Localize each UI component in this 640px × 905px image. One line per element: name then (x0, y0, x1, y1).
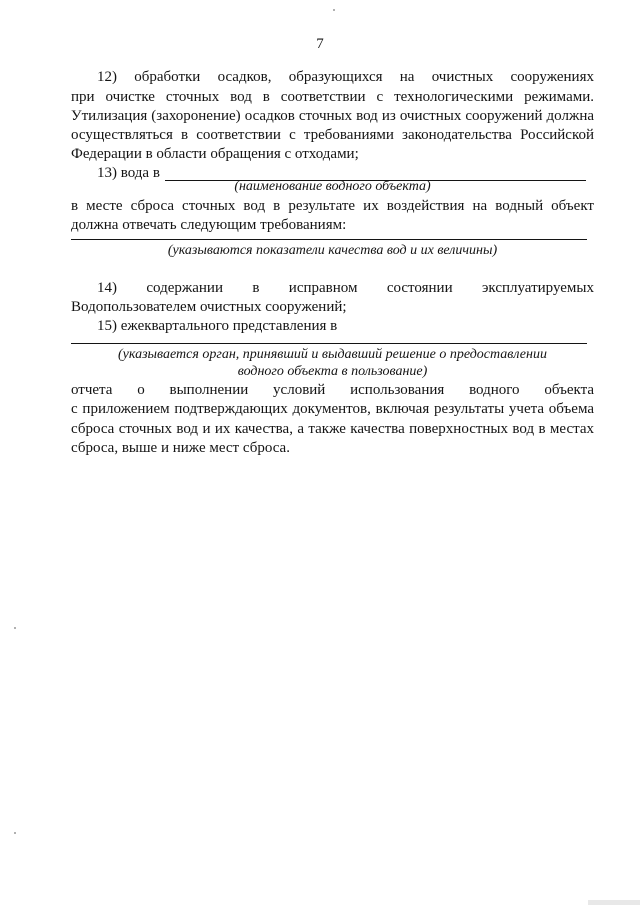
para13-line3: должна отвечать следующим требованиям: (71, 217, 347, 233)
para12-line4: осуществляться в соответствии с требованиями законодательства Российской (71, 127, 594, 143)
para13-line2: в месте сброса сточных вод в результате их воздействия на водный объект (71, 198, 594, 214)
water-body-caption: (наименование водного объекта) (234, 179, 431, 194)
para15-line3: с приложением подтверждающих документов, включая результаты учета объема (71, 401, 594, 417)
para14-line2: Водопользователем очистных сооружений; (71, 299, 347, 315)
para15-line2: отчета о выполнении условий использования водного объекта (71, 382, 594, 398)
scan-speck (14, 832, 16, 834)
para12-line3: Утилизация (захоронение) осадков сточных вод из очистных сооружений должна (71, 108, 594, 124)
authority-caption-line1: (указывается орган, принявший и выдавший решение о предоставлении (118, 347, 547, 362)
page-number: 7 (316, 36, 324, 52)
quality-indicators-blank (71, 239, 587, 240)
para15-line1: 15) ежеквартального представления в (97, 318, 338, 334)
para15-line5: сброса, выше и ниже мест сброса. (71, 440, 290, 456)
para12-line5: Федерации в области обращения с отходами; (71, 146, 359, 162)
authority-blank (71, 343, 587, 344)
para13-line1: 13) вода в (97, 165, 160, 181)
authority-caption-line2: водного объекта в пользование) (237, 364, 428, 379)
scan-corner-shadow (588, 900, 640, 905)
para12-line1: 12) обработки осадков, образующихся на очистных сооружениях (97, 69, 594, 85)
para12-line2: при очистке сточных вод в соответствии с технологическими режимами. (71, 89, 594, 105)
scan-speck (14, 627, 16, 629)
scan-speck (333, 9, 335, 11)
quality-indicators-caption: (указываются показатели качества вод и их величины) (167, 243, 498, 258)
para15-line4: сброса сточных вод и их качества, а также качества поверхностных вод в местах (71, 421, 594, 437)
para14-line1: 14) содержании в исправном состоянии эксплуатируемых (97, 280, 594, 296)
